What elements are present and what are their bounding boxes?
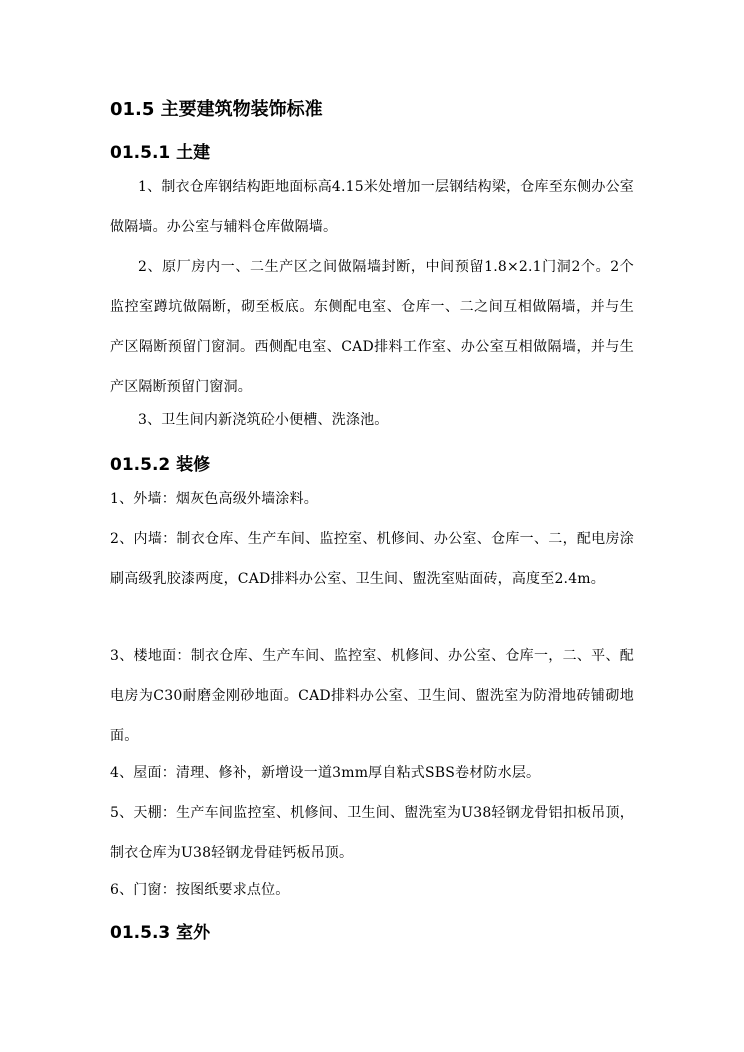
paragraph-decoration-6: 6、门窗：按图纸要求点位。: [110, 882, 290, 898]
paragraph-civil-2: 2、原厂房内一、二生产区之间做隔墙封断，中间预留1.8×2.1门洞2个。2个监控室蹲坑做隔断，砌至板底。东侧配电室、仓库一、二之间互相做隔墙，并与生产区隔断预留门窗洞。西侧配电室、CAD排料工作室、办公室互相做隔墙，并与生产区隔断预留门窗洞。: [110, 259, 634, 395]
section-title: 01.5 主要建筑物装饰标准: [110, 99, 323, 120]
paragraph-civil-1: 1、制衣仓库钢结构距地面标高4.15米处增加一层钢结构梁，仓库至东侧办公室做隔墙。办公室与辅料仓库做隔墙。: [110, 179, 634, 235]
subsection-heading-civil: 01.5.1 土建: [110, 143, 211, 163]
subsection-heading-decoration: 01.5.2 装修: [110, 455, 211, 475]
subsection-heading-exterior: 01.5.3 室外: [110, 923, 211, 943]
paragraph-decoration-4: 4、屋面：清理、修补，新增设一道3mm厚自粘式SBS卷材防水层。: [110, 765, 541, 781]
paragraph-decoration-3: 3、楼地面：制衣仓库、生产车间、监控室、机修间、办公室、仓库一，二、平、配电房为C30耐磨金刚砂地面。CAD排料办公室、卫生间、盥洗室为防滑地砖铺砌地面。: [110, 648, 634, 744]
paragraph-civil-3: 3、卫生间内新浇筑砼小便槽、洗涤池。: [138, 412, 389, 428]
paragraph-decoration-1: 1、外墙：烟灰色高级外墙涂料。: [110, 491, 318, 507]
paragraph-decoration-5: 5、天棚：生产车间监控室、机修间、卫生间、盥洗室为U38轻钢龙骨铝扣板吊顶，制衣仓库为U38轻钢龙骨硅钙板吊顶。: [110, 805, 634, 861]
paragraph-decoration-2: 2、内墙：制衣仓库、生产车间、监控室、机修间、办公室、仓库一、二，配电房涂刷高级乳胶漆两度，CAD排料办公室、卫生间、盥洗室贴面砖，高度至2.4m。: [110, 531, 634, 587]
